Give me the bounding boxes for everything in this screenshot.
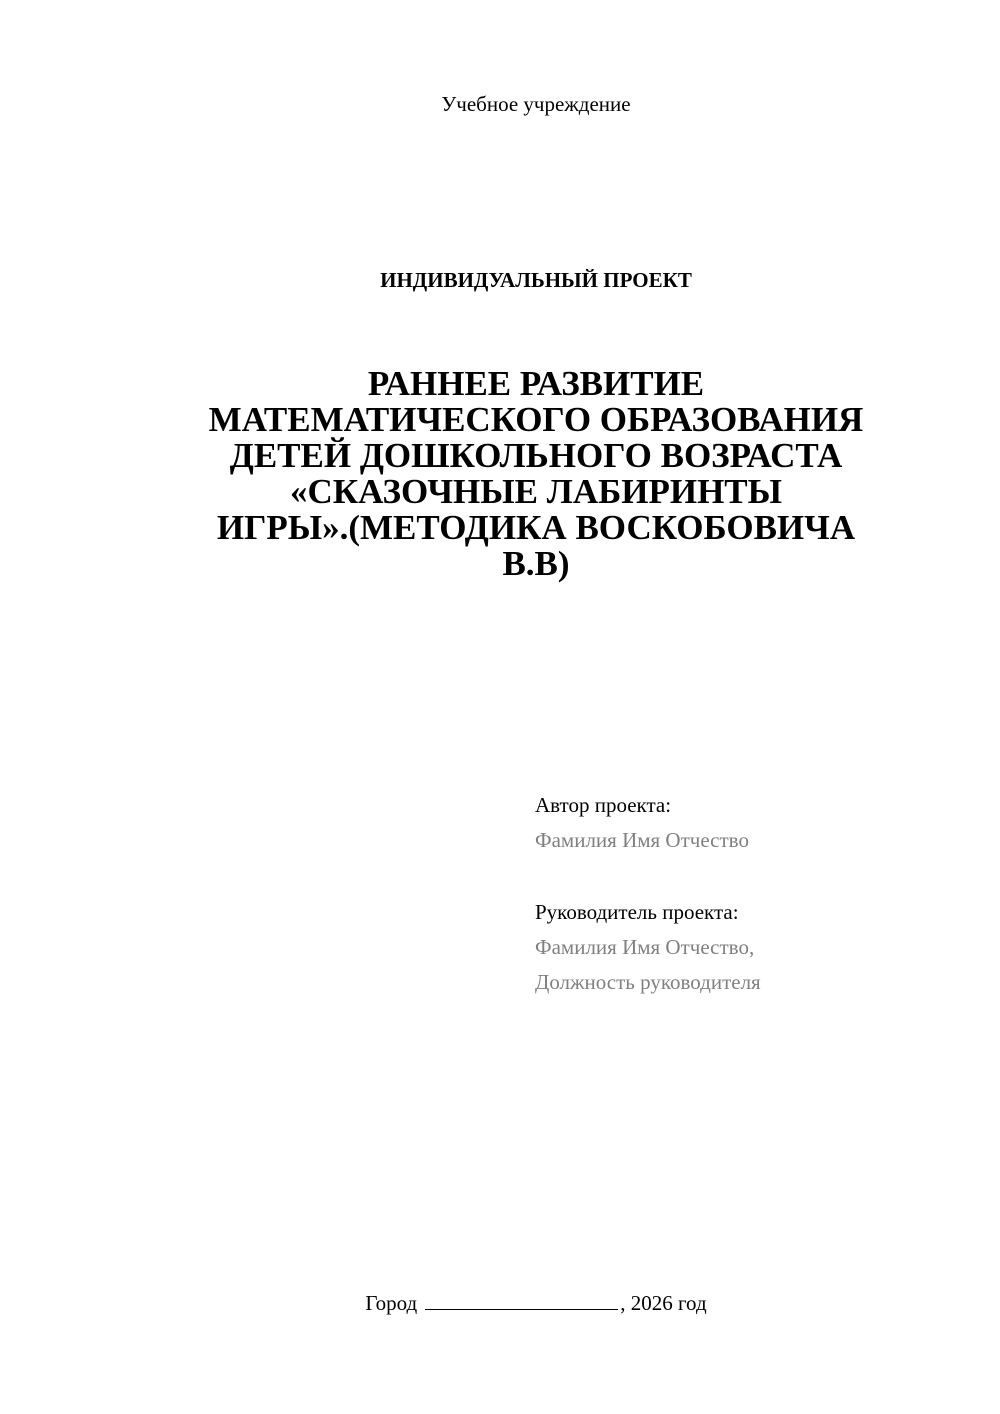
author-name: Фамилия Имя Отчество <box>535 828 749 852</box>
title-line: В.В) <box>502 544 570 583</box>
project-title <box>140 366 932 582</box>
city-label: Город <box>365 1291 418 1315</box>
footer-city-year <box>0 1290 1000 1316</box>
supervisor-label: Руководитель проекта: <box>535 900 739 924</box>
year-text: , 2026 год <box>620 1291 707 1315</box>
title-line: ДЕТЕЙ ДОШКОЛЬНОГО ВОЗРАСТА <box>229 436 843 475</box>
city-blank-line <box>425 1290 618 1310</box>
project-info <box>535 788 975 1000</box>
title-line: РАННЕЕ РАЗВИТИЕ <box>367 364 705 403</box>
author-label: Автор проекта: <box>535 793 672 817</box>
institution-name: Учебное учреждение <box>441 92 631 116</box>
supervisor-name: Фамилия Имя Отчество, <box>535 935 755 959</box>
title-line: «СКАЗОЧНЫЕ ЛАБИРИНТЫ <box>289 472 783 511</box>
title-line: МАТЕМАТИЧЕСКОГО ОБРАЗОВАНИЯ <box>208 400 864 439</box>
supervisor-position: Должность руководителя <box>535 970 761 994</box>
title-line: ИГРЫ».(МЕТОДИКА ВОСКОБОВИЧА <box>216 508 856 547</box>
project-type-heading: ИНДИВИДУАЛЬНЫЙ ПРОЕКТ <box>380 268 692 292</box>
